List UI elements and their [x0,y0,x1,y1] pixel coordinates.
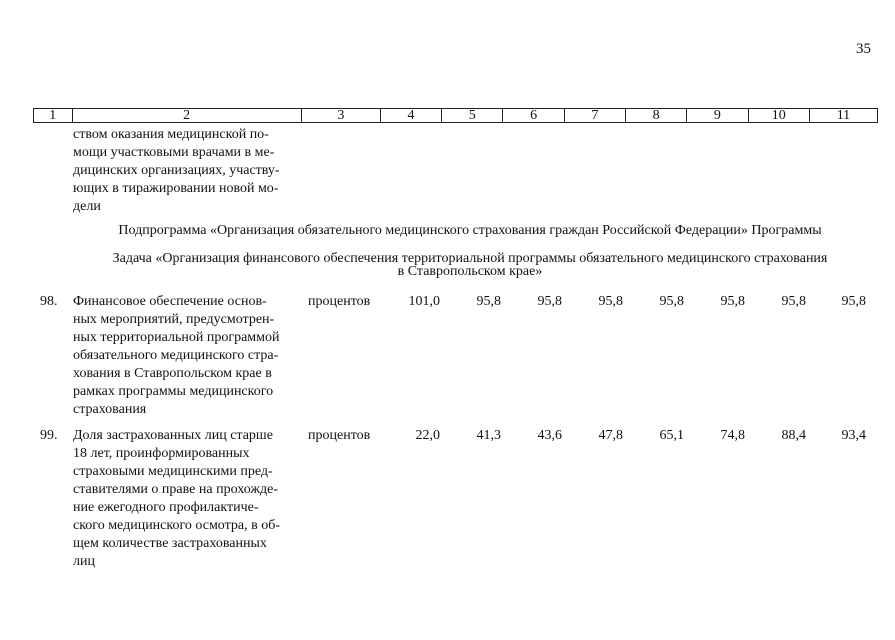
text-line: Финансовое обеспечение основ- [73,294,267,309]
header-cell-8: 8 [625,109,686,122]
row-number: 98. [40,294,58,309]
text-line: 18 лет, проинформированных [73,446,250,461]
text-line: мощи участковыми врачами в ме- [73,145,275,160]
header-cell-5: 5 [441,109,502,122]
value-col-8: 65,1 [659,428,684,443]
page-number: 35 [856,41,871,57]
text-line: ющих в тиражировании новой мо- [73,181,279,196]
indicator-name [73,293,298,419]
text-line: Доля застрахованных лиц старше [73,428,273,443]
value-col-5: 95,8 [476,294,501,309]
text-line: ных территориальной программой [73,330,280,345]
table-header-row [33,108,878,123]
value-col-7: 95,8 [598,294,623,309]
value-col-11: 95,8 [841,294,866,309]
value-col-10: 88,4 [781,428,806,443]
value-col-10: 95,8 [781,294,806,309]
header-cell-4: 4 [380,109,441,122]
header-cell-10: 10 [748,109,809,122]
header-cell-2: 2 [72,109,301,122]
text-line: рамках программы медицинского [73,384,274,399]
continuation-text [73,126,298,216]
value-col-7: 47,8 [598,428,623,443]
header-cell-1: 1 [49,108,57,123]
header-cell-6: 6 [502,109,563,122]
value-col-8: 95,8 [659,294,684,309]
value-col-6: 43,6 [537,428,562,443]
text-line: ставителями о праве на прохожде- [73,482,279,497]
value-col-9: 95,8 [720,294,745,309]
header-cell-11: 11 [809,109,877,122]
text-line: ского медицинского осмотра, в об- [73,518,281,533]
text-line: ных мероприятий, предусмотрен- [73,312,275,327]
subprogram-title: Подпрограмма «Организация обязательного медицинского страхования граждан Российской Федерации» Программы [118,223,822,238]
header-cell-3: 3 [301,109,380,122]
value-col-11: 93,4 [841,428,866,443]
value-col-4: 22,0 [415,428,440,443]
unit: процентов [308,428,371,443]
value-col-9: 74,8 [720,428,745,443]
task-title-line2: в Ставропольском крае» [397,264,543,279]
header-cell-9: 9 [686,109,747,122]
task-title-line1: Задача «Организация финансового обеспечения территориальной программы обязательного медицинского страхования [112,251,828,266]
text-line: лиц [73,554,95,569]
text-line: обязательного медицинского стра- [73,348,279,363]
unit: процентов [308,294,371,309]
text-line: дели [73,199,101,214]
text-line: ние ежегодного профилактиче- [73,500,259,515]
value-col-6: 95,8 [537,294,562,309]
value-col-5: 41,3 [476,428,501,443]
indicator-name [73,427,298,571]
header-cell-7: 7 [564,109,625,122]
row-number: 99. [40,428,58,443]
text-line: дицинских организациях, участву- [73,163,280,178]
text-line: щем количестве застрахованных [73,536,267,551]
text-line: страхования [73,402,147,417]
text-line: страховыми медицинскими пред- [73,464,273,479]
value-col-4: 101,0 [408,294,440,309]
text-line: ством оказания медицинской по- [73,127,269,142]
text-line: хования в Ставропольском крае в [73,366,272,381]
